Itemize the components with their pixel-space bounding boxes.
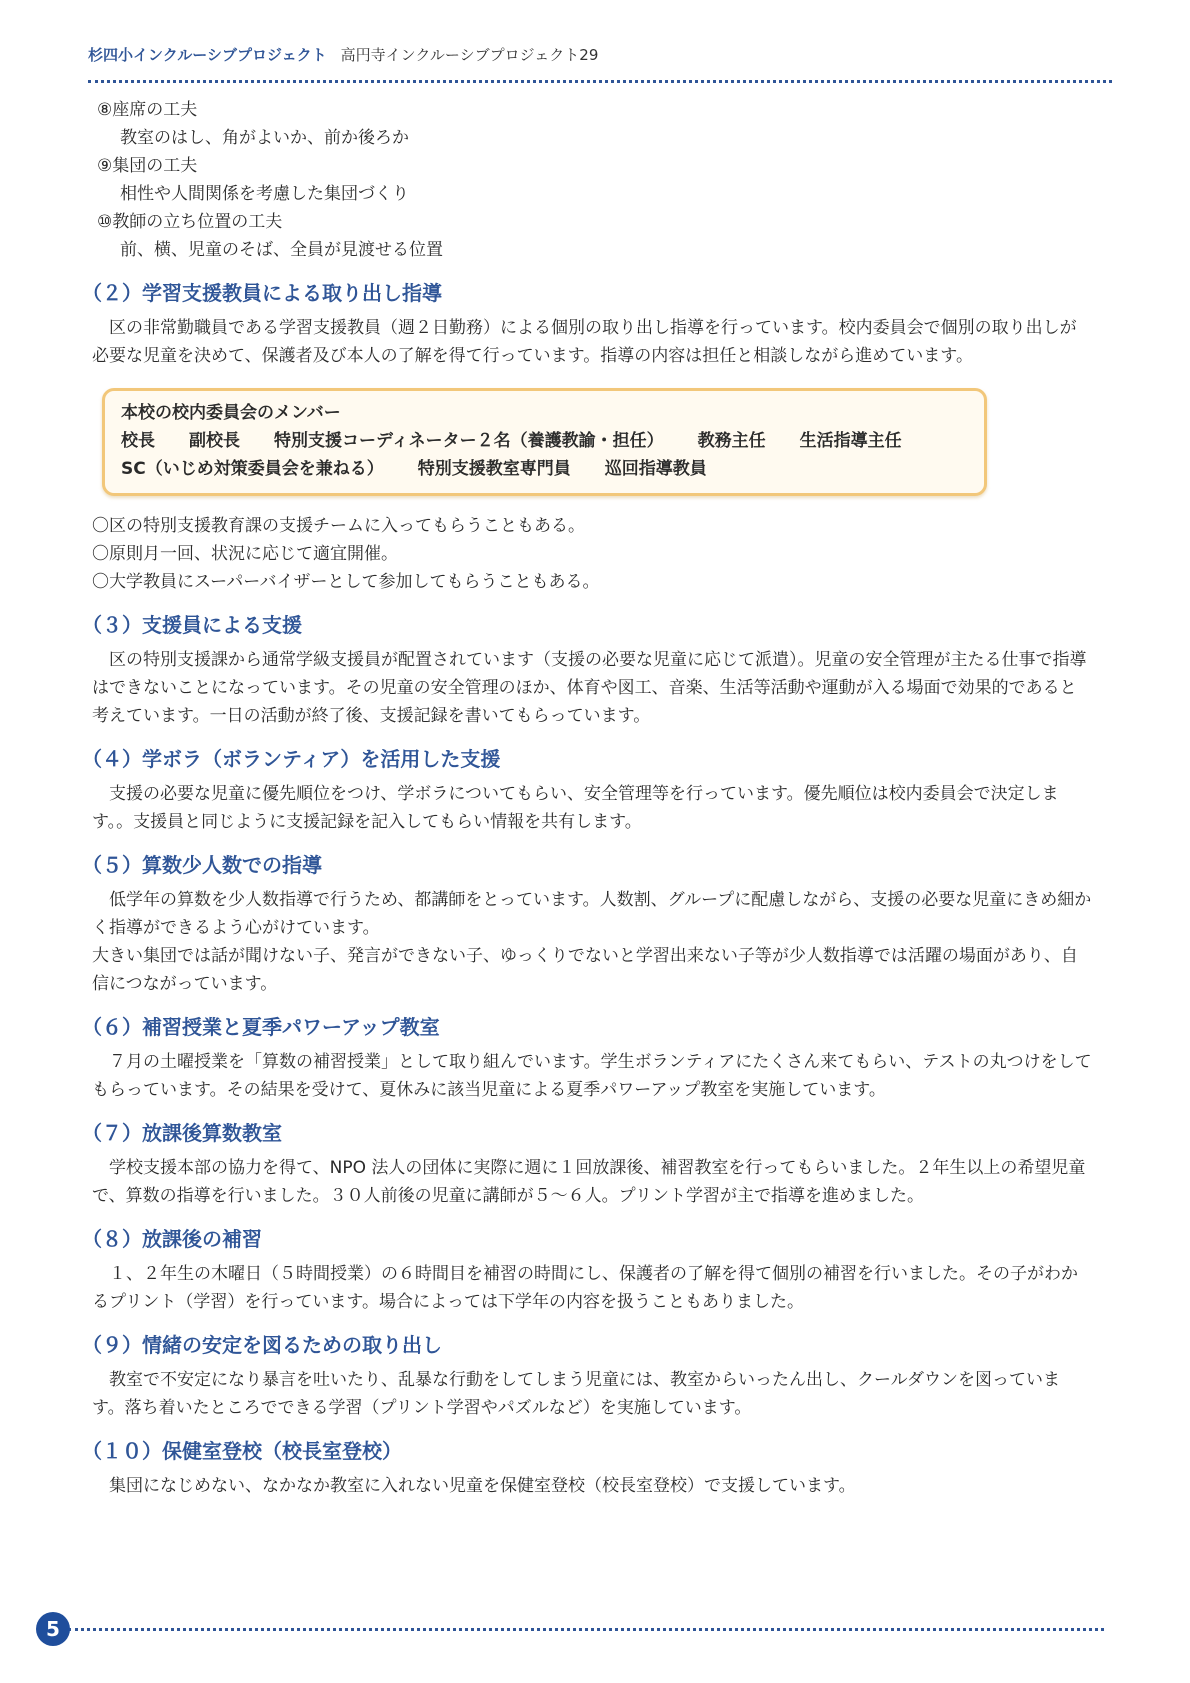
tip-heading: ⑩教師の立ち位置の工夫 <box>97 212 283 232</box>
member-item: 校長 <box>121 431 155 451</box>
section-8 <box>82 1224 1092 1316</box>
box-title: 本校の校内委員会のメンバー <box>121 403 341 423</box>
section-3 <box>82 610 1092 730</box>
section-title: （６）補習授業と夏季パワーアップ教室 <box>82 1015 440 1039</box>
section-title: （７）放課後算数教室 <box>82 1121 282 1145</box>
page-number-badge: 5 <box>36 1612 70 1646</box>
running-header <box>88 44 598 65</box>
bullet-item: 〇区の特別支援教育課の支援チームに入ってもらうこともある。 <box>92 516 585 536</box>
member-row <box>121 427 968 455</box>
section-body: １、２年生の木曜日（５時間授業）の６時間目を補習の時間にし、保護者の了解を得て個別の補習を行いました。その子がわかるプリント（学習）を行っています。場合によっては下学年の内容を扱うこともありました。 <box>92 1264 1078 1312</box>
section-body: 教室で不安定になり暴言を吐いたり、乱暴な行動をしてしまう児童には、教室からいったん出し、クールダウンを図っています。落ち着いたところでできる学習（プリント学習やパズルなど）を実施しています。 <box>92 1370 1060 1418</box>
section-title: （３）支援員による支援 <box>82 613 302 637</box>
member-item: 特別支援教室専門員 <box>417 459 571 479</box>
section-title: （９）情緒の安定を図るための取り出し <box>82 1333 442 1357</box>
bullet-item: 〇原則月一回、状況に応じて適宜開催。 <box>92 544 398 564</box>
member-item: SC（いじめ対策委員会を兼ねる） <box>121 459 384 479</box>
section-title: （４）学ボラ（ボランティア）を活用した支援 <box>82 747 501 771</box>
section-body: 区の特別支援課から通常学級支援員が配置されています（支援の必要な児童に応じて派遣）。児童の安全管理が主たる仕事で指導はできないことになっています。その児童の安全管理のほか、体育や図工、音楽、生活等活動や運動が入る場面で効果的であると考えています。一日の活動が終了後、支援記録を書いてもらっています。 <box>92 650 1087 726</box>
member-row <box>121 455 968 483</box>
section-5 <box>82 850 1092 998</box>
section-title: （８）放課後の補習 <box>82 1227 262 1251</box>
section-body: 集団になじめない、なかなか教室に入れない児童を保健室登校（校長室登校）で支援しています。 <box>109 1476 856 1496</box>
tip-desc: 相性や人間関係を考慮した集団づくり <box>120 184 409 204</box>
section-7 <box>82 1118 1092 1210</box>
section-6 <box>82 1012 1092 1104</box>
section-body: 支援の必要な児童に優先順位をつけ、学ボラについてもらい、安全管理等を行っています。優先順位は校内委員会で決定します。。支援員と同じように支援記録を記入してもらい情報を共有します。 <box>92 784 1059 832</box>
tip-heading: ⑧座席の工夫 <box>97 100 198 120</box>
member-item: 特別支援コーディネーター２名（養護教諭・担任） <box>274 431 664 451</box>
section-4 <box>82 744 1092 836</box>
bullet-list <box>92 512 1092 596</box>
tip-desc: 前、横、児童のそば、全員が見渡せる位置 <box>120 240 443 260</box>
committee-members-box <box>102 388 987 496</box>
section-body: ７月の土曜授業を「算数の補習授業」として取り組んでいます。学生ボランティアにたくさん来てもらい、テストの丸つけをしてもらっています。その結果を受けて、夏休みに該当児童による夏季パワーアップ教室を実施しています。 <box>92 1052 1092 1100</box>
section-10 <box>82 1436 1092 1500</box>
member-item: 副校長 <box>189 431 240 451</box>
section-9 <box>82 1330 1092 1422</box>
section-body: 大きい集団では話が聞けない子、発言ができない子、ゆっくりでないと学習出来ない子等が少人数指導では活躍の場面があり、自信につながっています。 <box>92 946 1078 994</box>
section-2 <box>82 278 1092 596</box>
tip-desc: 教室のはし、角がよいか、前か後ろか <box>120 128 409 148</box>
section-title: （２）学習支援教員による取り出し指導 <box>82 281 442 305</box>
section-body: 区の非常勤職員である学習支援教員（週２日勤務）による個別の取り出し指導を行っています。校内委員会で個別の取り出しが必要な児童を決めて、保護者及び本人の了解を得て行っています。指導の内容は担任と相談しながら進めています。 <box>92 318 1077 366</box>
footer-divider <box>68 1628 1104 1631</box>
header-title: 杉四小インクルーシブプロジェクト <box>88 46 327 64</box>
header-divider <box>88 80 1112 83</box>
member-item: 巡回指導教員 <box>604 459 707 479</box>
section-body: 学校支援本部の協力を得て、NPO 法人の団体に実際に週に１回放課後、補習教室を行ってもらいました。２年生以上の希望児童で、算数の指導を行いました。３０人前後の児童に講師が５～６人。プリント学習が主で指導を進めました。 <box>92 1158 1086 1206</box>
section-title: （５）算数少人数での指導 <box>82 853 322 877</box>
tip-heading: ⑨集団の工夫 <box>97 156 198 176</box>
page-content <box>82 96 1092 1500</box>
member-item: 生活指導主任 <box>799 431 902 451</box>
section-title: （１０）保健室登校（校長室登校） <box>82 1439 402 1463</box>
header-subtitle: 高円寺インクルーシブプロジェクト29 <box>340 46 599 64</box>
member-item: 教務主任 <box>697 431 766 451</box>
tips-list <box>92 96 1092 264</box>
section-body: 低学年の算数を少人数指導で行うため、都講師をとっています。人数割、グループに配慮しながら、支援の必要な児童にきめ細かく指導ができるよう心がけています。 <box>92 890 1092 938</box>
bullet-item: 〇大学教員にスーパーバイザーとして参加してもらうこともある。 <box>92 572 600 592</box>
